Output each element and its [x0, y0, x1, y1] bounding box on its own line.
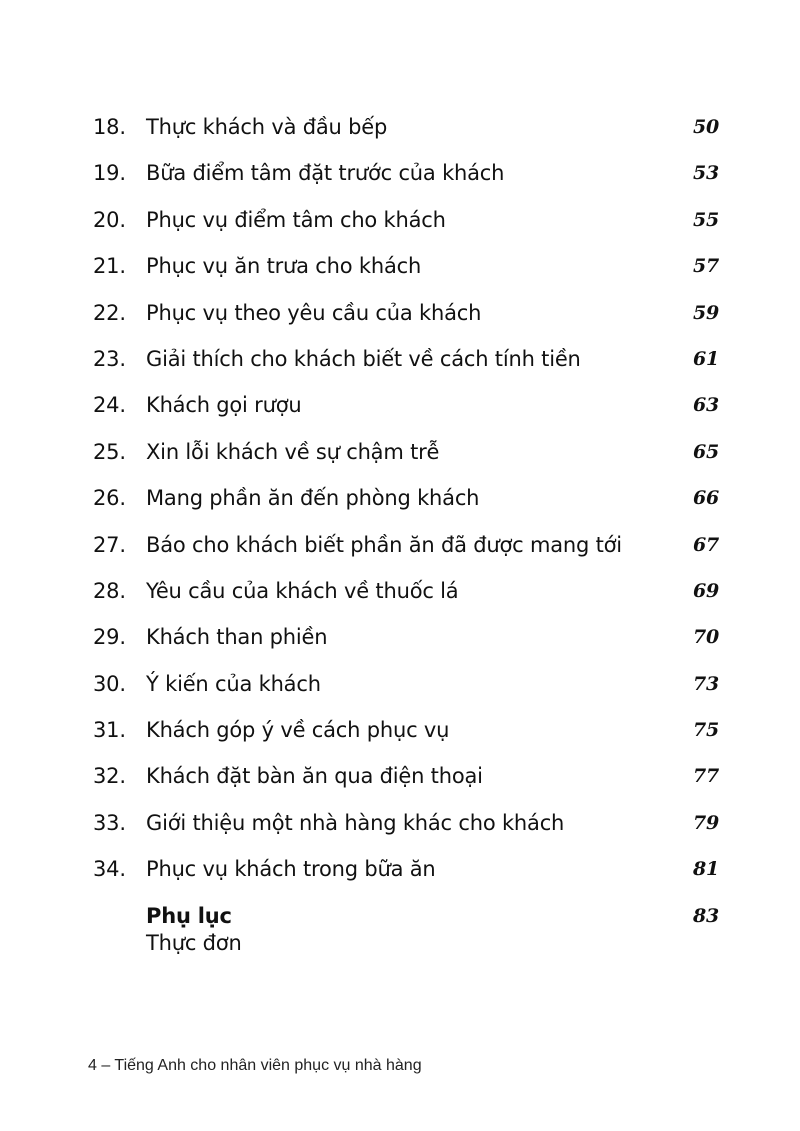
toc-entry-title: Khách than phiền: [146, 625, 328, 650]
toc-entry-title: Thực khách và đầu bếp: [146, 115, 388, 139]
toc-entry-page: 77: [692, 765, 719, 788]
toc-entry-number: 29.: [93, 625, 126, 650]
toc-entry-title: Ý kiến của khách: [146, 671, 321, 696]
toc-entry[interactable]: [93, 753, 723, 799]
toc-entry-number: 23.: [93, 346, 126, 371]
toc-entry[interactable]: [93, 475, 723, 521]
toc-entry-title: Khách đặt bàn ăn qua điện thoại: [146, 764, 483, 789]
toc-entry[interactable]: [93, 846, 723, 892]
toc-entry-number: 25.: [93, 439, 126, 464]
appendix-page: 83: [692, 904, 719, 927]
toc-entry-page: 50: [692, 116, 719, 138]
appendix-subtitle: Thực đơn: [146, 931, 242, 955]
toc-entry-title: Mang phần ăn đến phòng khách: [146, 486, 480, 511]
toc-entry[interactable]: [93, 661, 723, 707]
toc-entry-number: 22.: [93, 300, 126, 325]
toc-entry-page: 63: [692, 394, 719, 417]
toc-entry-page: 75: [692, 719, 719, 742]
toc-entry-title: Giải thích cho khách biết về cách tính tiền: [146, 346, 581, 371]
toc-entry-number: 33.: [93, 810, 126, 835]
toc-entry-number: 31.: [93, 718, 126, 743]
toc-entry-title: Khách gọi rượu: [146, 393, 302, 418]
toc-entry-page: 53: [692, 162, 719, 185]
toc-entry-page: 55: [692, 208, 719, 231]
toc-entry[interactable]: [93, 568, 723, 614]
toc-entry[interactable]: [93, 243, 723, 289]
toc-entry[interactable]: [93, 707, 723, 753]
toc-entry-title: Phục vụ điểm tâm cho khách: [146, 207, 446, 232]
toc-entry-number: 26.: [93, 486, 126, 511]
toc-entry-page: 79: [692, 811, 719, 834]
table-of-contents: [93, 104, 723, 939]
toc-entry[interactable]: [93, 336, 723, 382]
toc-entry[interactable]: [93, 150, 723, 196]
toc-entry-title: Phục vụ ăn trưa cho khách: [146, 254, 422, 279]
toc-entry-number: 30.: [93, 671, 126, 696]
toc-entry[interactable]: [93, 614, 723, 660]
toc-entry-title: Yêu cầu của khách về thuốc lá: [146, 578, 459, 603]
toc-entry-number: 18.: [93, 115, 126, 139]
toc-entry-page: 59: [692, 301, 719, 324]
toc-entry-page: 73: [692, 672, 719, 695]
toc-entry-page: 65: [692, 440, 719, 463]
toc-entry-number: 24.: [93, 393, 126, 418]
toc-entry-page: 67: [692, 533, 719, 556]
toc-entry-title: Báo cho khách biết phần ăn đã được mang tới: [146, 532, 622, 557]
toc-entry-number: 19.: [93, 161, 126, 186]
toc-entry-title: Xin lỗi khách về sự chậm trễ: [146, 439, 440, 464]
toc-entry-page: 61: [692, 347, 719, 370]
toc-entry[interactable]: [93, 197, 723, 243]
toc-entry-title: Giới thiệu một nhà hàng khác cho khách: [146, 810, 565, 835]
toc-entry-page: 70: [692, 626, 719, 649]
toc-entry-number: 20.: [93, 207, 126, 232]
toc-entry-page: 57: [692, 255, 719, 278]
toc-entry-title: Phục vụ theo yêu cầu của khách: [146, 300, 482, 325]
toc-entry[interactable]: [93, 522, 723, 568]
toc-entry-number: 28.: [93, 578, 126, 603]
toc-entry[interactable]: [93, 104, 723, 150]
toc-entry-number: 27.: [93, 532, 126, 557]
toc-entry[interactable]: [93, 429, 723, 475]
toc-entry[interactable]: [93, 382, 723, 428]
toc-entry[interactable]: [93, 290, 723, 336]
appendix-title: Phụ lục: [146, 903, 232, 928]
toc-entry-number: 21.: [93, 254, 126, 279]
toc-entry-number: 32.: [93, 764, 126, 789]
toc-entry-number: 34.: [93, 857, 126, 882]
toc-entry-page: 81: [692, 858, 719, 881]
toc-entry-page: 69: [692, 579, 719, 602]
toc-entry-title: Bữa điểm tâm đặt trước của khách: [146, 161, 505, 186]
toc-entry-title: Phục vụ khách trong bữa ăn: [146, 857, 436, 882]
toc-entry-page: 66: [692, 487, 719, 510]
page-footer: 4 – Tiếng Anh cho nhân viên phục vụ nhà hàng: [88, 1057, 422, 1074]
toc-entry[interactable]: [93, 800, 723, 846]
toc-entry-title: Khách góp ý về cách phục vụ: [146, 718, 450, 743]
